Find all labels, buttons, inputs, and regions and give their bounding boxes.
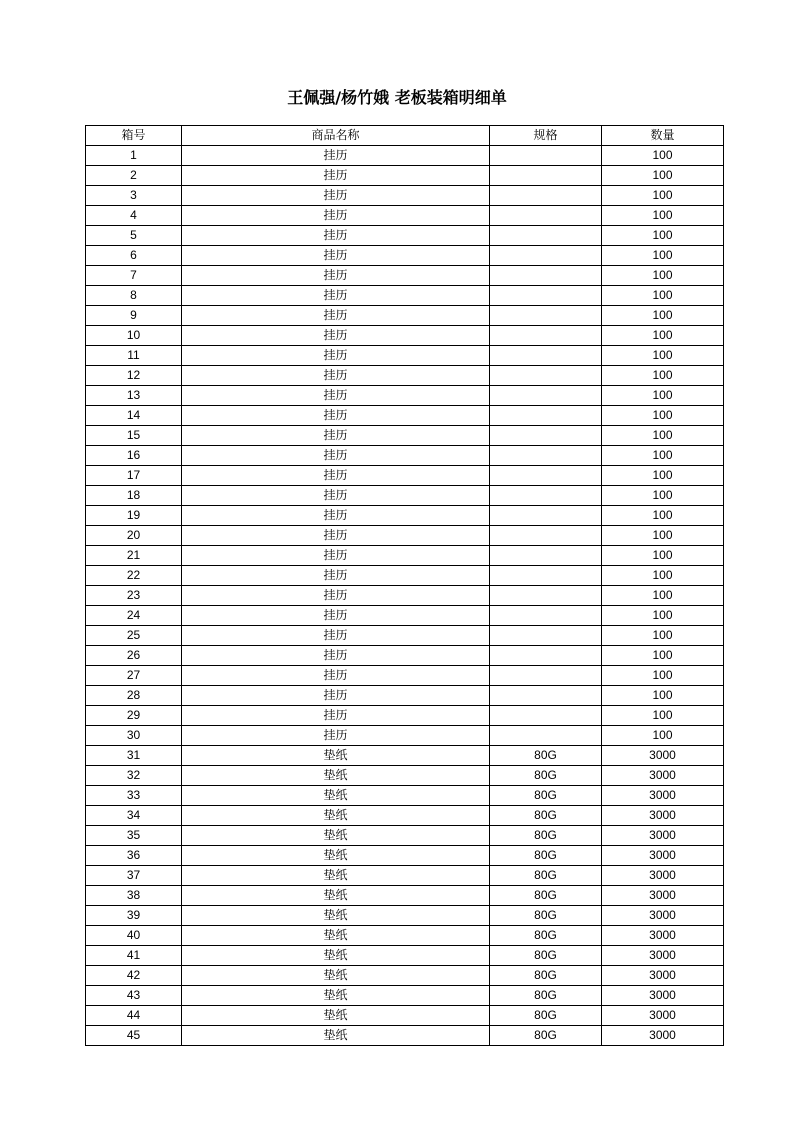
cell-quantity: 3000 — [602, 866, 724, 886]
cell-product-name: 挂历 — [182, 626, 490, 646]
cell-spec: 80G — [490, 766, 602, 786]
cell-quantity: 100 — [602, 686, 724, 706]
cell-product-name: 挂历 — [182, 546, 490, 566]
header-product-name: 商品名称 — [182, 126, 490, 146]
cell-box-no: 28 — [86, 686, 182, 706]
cell-box-no: 26 — [86, 646, 182, 666]
cell-quantity: 100 — [602, 526, 724, 546]
cell-box-no: 8 — [86, 286, 182, 306]
cell-product-name: 挂历 — [182, 706, 490, 726]
cell-quantity: 100 — [602, 166, 724, 186]
cell-spec: 80G — [490, 926, 602, 946]
table-row — [86, 606, 724, 626]
cell-product-name: 挂历 — [182, 726, 490, 746]
cell-spec — [490, 566, 602, 586]
header-box-no: 箱号 — [86, 126, 182, 146]
cell-product-name: 挂历 — [182, 146, 490, 166]
cell-spec — [490, 606, 602, 626]
cell-spec — [490, 286, 602, 306]
cell-product-name: 挂历 — [182, 526, 490, 546]
table-row — [86, 1026, 724, 1046]
table-row — [86, 426, 724, 446]
cell-box-no: 44 — [86, 1006, 182, 1026]
table-row — [86, 166, 724, 186]
cell-product-name: 挂历 — [182, 386, 490, 406]
cell-quantity: 100 — [602, 326, 724, 346]
table-row — [86, 706, 724, 726]
cell-product-name: 垫纸 — [182, 806, 490, 826]
cell-product-name: 挂历 — [182, 606, 490, 626]
cell-quantity: 3000 — [602, 926, 724, 946]
cell-box-no: 15 — [86, 426, 182, 446]
cell-product-name: 挂历 — [182, 666, 490, 686]
table-row — [86, 1006, 724, 1026]
cell-product-name: 挂历 — [182, 366, 490, 386]
cell-product-name: 挂历 — [182, 686, 490, 706]
cell-quantity: 100 — [602, 606, 724, 626]
cell-box-no: 39 — [86, 906, 182, 926]
cell-spec: 80G — [490, 1026, 602, 1046]
cell-product-name: 垫纸 — [182, 966, 490, 986]
cell-box-no: 37 — [86, 866, 182, 886]
cell-spec — [490, 466, 602, 486]
table-row — [86, 326, 724, 346]
cell-spec: 80G — [490, 886, 602, 906]
table-row — [86, 306, 724, 326]
cell-product-name: 挂历 — [182, 186, 490, 206]
cell-quantity: 100 — [602, 726, 724, 746]
header-spec: 规格 — [490, 126, 602, 146]
table-row — [86, 686, 724, 706]
cell-spec: 80G — [490, 906, 602, 926]
cell-box-no: 22 — [86, 566, 182, 586]
cell-quantity: 100 — [602, 146, 724, 166]
cell-product-name: 挂历 — [182, 586, 490, 606]
table-row — [86, 846, 724, 866]
cell-quantity: 100 — [602, 486, 724, 506]
cell-spec — [490, 586, 602, 606]
table-row — [86, 666, 724, 686]
cell-quantity: 3000 — [602, 786, 724, 806]
cell-spec — [490, 546, 602, 566]
cell-spec — [490, 306, 602, 326]
cell-product-name: 挂历 — [182, 446, 490, 466]
cell-spec — [490, 446, 602, 466]
cell-spec: 80G — [490, 946, 602, 966]
cell-box-no: 38 — [86, 886, 182, 906]
cell-product-name: 垫纸 — [182, 946, 490, 966]
table-row — [86, 246, 724, 266]
cell-spec: 80G — [490, 1006, 602, 1026]
cell-quantity: 3000 — [602, 906, 724, 926]
cell-quantity: 100 — [602, 446, 724, 466]
cell-box-no: 45 — [86, 1026, 182, 1046]
cell-quantity: 100 — [602, 186, 724, 206]
cell-quantity: 100 — [602, 466, 724, 486]
cell-quantity: 3000 — [602, 946, 724, 966]
cell-product-name: 挂历 — [182, 466, 490, 486]
cell-quantity: 100 — [602, 666, 724, 686]
table-row — [86, 146, 724, 166]
cell-product-name: 挂历 — [182, 306, 490, 326]
cell-box-no: 31 — [86, 746, 182, 766]
cell-product-name: 挂历 — [182, 646, 490, 666]
cell-product-name: 挂历 — [182, 286, 490, 306]
cell-spec — [490, 426, 602, 446]
table-row — [86, 186, 724, 206]
cell-quantity: 100 — [602, 626, 724, 646]
cell-box-no: 33 — [86, 786, 182, 806]
table-row — [86, 786, 724, 806]
cell-spec — [490, 646, 602, 666]
cell-quantity: 100 — [602, 246, 724, 266]
cell-box-no: 17 — [86, 466, 182, 486]
cell-quantity: 100 — [602, 566, 724, 586]
cell-quantity: 3000 — [602, 886, 724, 906]
cell-quantity: 3000 — [602, 846, 724, 866]
table-row — [86, 586, 724, 606]
cell-box-no: 24 — [86, 606, 182, 626]
cell-box-no: 4 — [86, 206, 182, 226]
cell-quantity: 100 — [602, 226, 724, 246]
cell-product-name: 挂历 — [182, 206, 490, 226]
cell-spec: 80G — [490, 866, 602, 886]
cell-spec — [490, 666, 602, 686]
cell-product-name: 挂历 — [182, 346, 490, 366]
cell-box-no: 35 — [86, 826, 182, 846]
cell-spec — [490, 406, 602, 426]
cell-spec — [490, 166, 602, 186]
header-quantity: 数量 — [602, 126, 724, 146]
cell-product-name: 垫纸 — [182, 906, 490, 926]
cell-spec — [490, 366, 602, 386]
cell-spec — [490, 146, 602, 166]
cell-product-name: 垫纸 — [182, 1006, 490, 1026]
cell-box-no: 2 — [86, 166, 182, 186]
cell-box-no: 7 — [86, 266, 182, 286]
cell-spec — [490, 726, 602, 746]
cell-spec — [490, 206, 602, 226]
table-row — [86, 526, 724, 546]
cell-spec — [490, 266, 602, 286]
table-row — [86, 266, 724, 286]
cell-box-no: 29 — [86, 706, 182, 726]
cell-quantity: 3000 — [602, 1006, 724, 1026]
cell-product-name: 挂历 — [182, 506, 490, 526]
table-row — [86, 766, 724, 786]
cell-box-no: 42 — [86, 966, 182, 986]
cell-product-name: 挂历 — [182, 266, 490, 286]
cell-quantity: 100 — [602, 346, 724, 366]
cell-quantity: 100 — [602, 426, 724, 446]
cell-product-name: 挂历 — [182, 406, 490, 426]
cell-spec — [490, 186, 602, 206]
cell-spec: 80G — [490, 846, 602, 866]
packing-list-table — [85, 125, 724, 1046]
cell-box-no: 30 — [86, 726, 182, 746]
cell-box-no: 13 — [86, 386, 182, 406]
cell-quantity: 100 — [602, 586, 724, 606]
cell-product-name: 挂历 — [182, 486, 490, 506]
cell-product-name: 垫纸 — [182, 846, 490, 866]
cell-product-name: 垫纸 — [182, 866, 490, 886]
table-row — [86, 346, 724, 366]
cell-spec: 80G — [490, 786, 602, 806]
table-row — [86, 386, 724, 406]
table-row — [86, 546, 724, 566]
table-row — [86, 506, 724, 526]
cell-box-no: 43 — [86, 986, 182, 1006]
cell-box-no: 18 — [86, 486, 182, 506]
table-row — [86, 566, 724, 586]
table-row — [86, 886, 724, 906]
table-row — [86, 466, 724, 486]
cell-spec — [490, 526, 602, 546]
cell-product-name: 垫纸 — [182, 1026, 490, 1046]
cell-quantity: 3000 — [602, 806, 724, 826]
cell-box-no: 34 — [86, 806, 182, 826]
cell-quantity: 3000 — [602, 1026, 724, 1046]
cell-quantity: 100 — [602, 206, 724, 226]
cell-spec: 80G — [490, 986, 602, 1006]
cell-spec — [490, 626, 602, 646]
cell-spec — [490, 506, 602, 526]
cell-spec — [490, 326, 602, 346]
cell-box-no: 23 — [86, 586, 182, 606]
cell-box-no: 36 — [86, 846, 182, 866]
cell-box-no: 21 — [86, 546, 182, 566]
cell-box-no: 11 — [86, 346, 182, 366]
cell-product-name: 垫纸 — [182, 826, 490, 846]
cell-product-name: 挂历 — [182, 566, 490, 586]
cell-box-no: 5 — [86, 226, 182, 246]
cell-box-no: 16 — [86, 446, 182, 466]
cell-spec — [490, 386, 602, 406]
table-row — [86, 806, 724, 826]
cell-product-name: 挂历 — [182, 426, 490, 446]
table-row — [86, 646, 724, 666]
cell-quantity: 100 — [602, 506, 724, 526]
cell-quantity: 100 — [602, 406, 724, 426]
cell-quantity: 3000 — [602, 826, 724, 846]
cell-spec: 80G — [490, 826, 602, 846]
table-row — [86, 406, 724, 426]
cell-quantity: 3000 — [602, 986, 724, 1006]
page-title: 王佩强/杨竹娥 老板装箱明细单 — [287, 88, 507, 107]
cell-spec — [490, 246, 602, 266]
cell-quantity: 100 — [602, 366, 724, 386]
cell-quantity: 100 — [602, 286, 724, 306]
cell-quantity: 3000 — [602, 746, 724, 766]
cell-spec: 80G — [490, 966, 602, 986]
cell-product-name: 垫纸 — [182, 786, 490, 806]
cell-product-name: 挂历 — [182, 326, 490, 346]
cell-product-name: 挂历 — [182, 226, 490, 246]
cell-box-no: 12 — [86, 366, 182, 386]
table-row — [86, 226, 724, 246]
cell-quantity: 100 — [602, 266, 724, 286]
cell-spec — [490, 346, 602, 366]
cell-quantity: 100 — [602, 546, 724, 566]
cell-box-no: 10 — [86, 326, 182, 346]
table-row — [86, 946, 724, 966]
table-row — [86, 906, 724, 926]
table-row — [86, 206, 724, 226]
table-row — [86, 486, 724, 506]
cell-box-no: 32 — [86, 766, 182, 786]
table-row — [86, 746, 724, 766]
cell-product-name: 垫纸 — [182, 766, 490, 786]
cell-box-no: 1 — [86, 146, 182, 166]
table-row — [86, 286, 724, 306]
table-row — [86, 986, 724, 1006]
table-row — [86, 366, 724, 386]
cell-quantity: 100 — [602, 706, 724, 726]
cell-quantity: 100 — [602, 386, 724, 406]
cell-product-name: 垫纸 — [182, 886, 490, 906]
table-row — [86, 446, 724, 466]
cell-spec: 80G — [490, 806, 602, 826]
cell-spec — [490, 686, 602, 706]
cell-box-no: 40 — [86, 926, 182, 946]
cell-quantity: 100 — [602, 646, 724, 666]
cell-spec: 80G — [490, 746, 602, 766]
table-body — [86, 146, 724, 1046]
cell-box-no: 14 — [86, 406, 182, 426]
cell-box-no: 19 — [86, 506, 182, 526]
cell-box-no: 9 — [86, 306, 182, 326]
table-row — [86, 626, 724, 646]
cell-product-name: 垫纸 — [182, 986, 490, 1006]
cell-box-no: 25 — [86, 626, 182, 646]
cell-spec — [490, 486, 602, 506]
table-row — [86, 866, 724, 886]
table-row — [86, 926, 724, 946]
cell-box-no: 20 — [86, 526, 182, 546]
cell-box-no: 27 — [86, 666, 182, 686]
cell-product-name: 垫纸 — [182, 926, 490, 946]
cell-spec — [490, 706, 602, 726]
cell-box-no: 6 — [86, 246, 182, 266]
cell-quantity: 3000 — [602, 766, 724, 786]
cell-box-no: 3 — [86, 186, 182, 206]
cell-product-name: 垫纸 — [182, 746, 490, 766]
table-row — [86, 726, 724, 746]
table-row — [86, 826, 724, 846]
cell-product-name: 挂历 — [182, 166, 490, 186]
cell-box-no: 41 — [86, 946, 182, 966]
cell-quantity: 3000 — [602, 966, 724, 986]
cell-product-name: 挂历 — [182, 246, 490, 266]
table-row — [86, 966, 724, 986]
cell-quantity: 100 — [602, 306, 724, 326]
table-header-row — [86, 126, 724, 146]
cell-spec — [490, 226, 602, 246]
